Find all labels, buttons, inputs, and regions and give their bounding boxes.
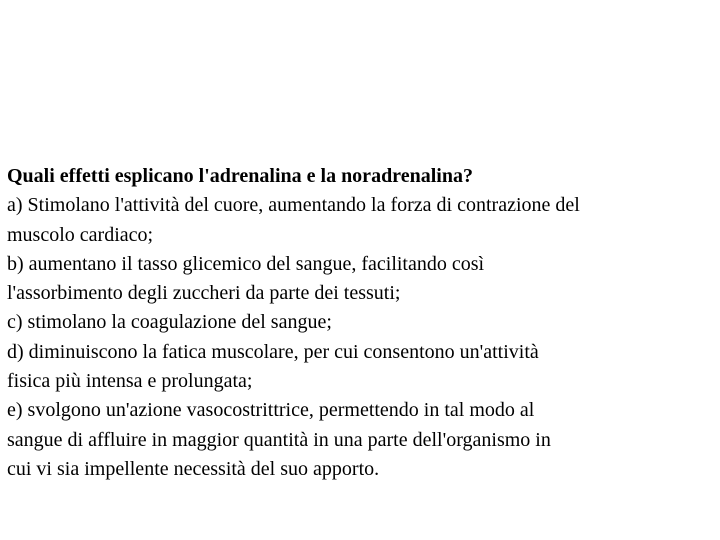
option-d-line-2: fisica più intensa e prolungata; <box>7 370 253 393</box>
option-a-line-2: muscolo cardiaco; <box>7 223 154 246</box>
option-e-line-3: cui vi sia impellente necessità del suo apporto. <box>7 457 380 480</box>
option-b-line-1: b) aumentano il tasso glicemico del sangue, facilitando così <box>7 252 485 275</box>
option-d-line-1: d) diminuiscono la fatica muscolare, per cui consentono un'attività <box>7 340 539 363</box>
option-e-line-2: sangue di affluire in maggior quantità in una parte dell'organismo in <box>7 428 551 451</box>
option-a-line-1: a) Stimolano l'attività del cuore, aumentando la forza di contrazione del <box>7 194 580 217</box>
question-title: Quali effetti esplicano l'adrenalina e la noradrenalina? <box>7 165 473 187</box>
question-block <box>7 162 707 484</box>
option-e-line-1: e) svolgono un'azione vasocostrittrice, permettendo in tal modo al <box>7 399 535 422</box>
option-c-line-1: c) stimolano la coagulazione del sangue; <box>7 311 332 334</box>
option-b-line-2: l'assorbimento degli zuccheri da parte dei tessuti; <box>7 282 401 305</box>
